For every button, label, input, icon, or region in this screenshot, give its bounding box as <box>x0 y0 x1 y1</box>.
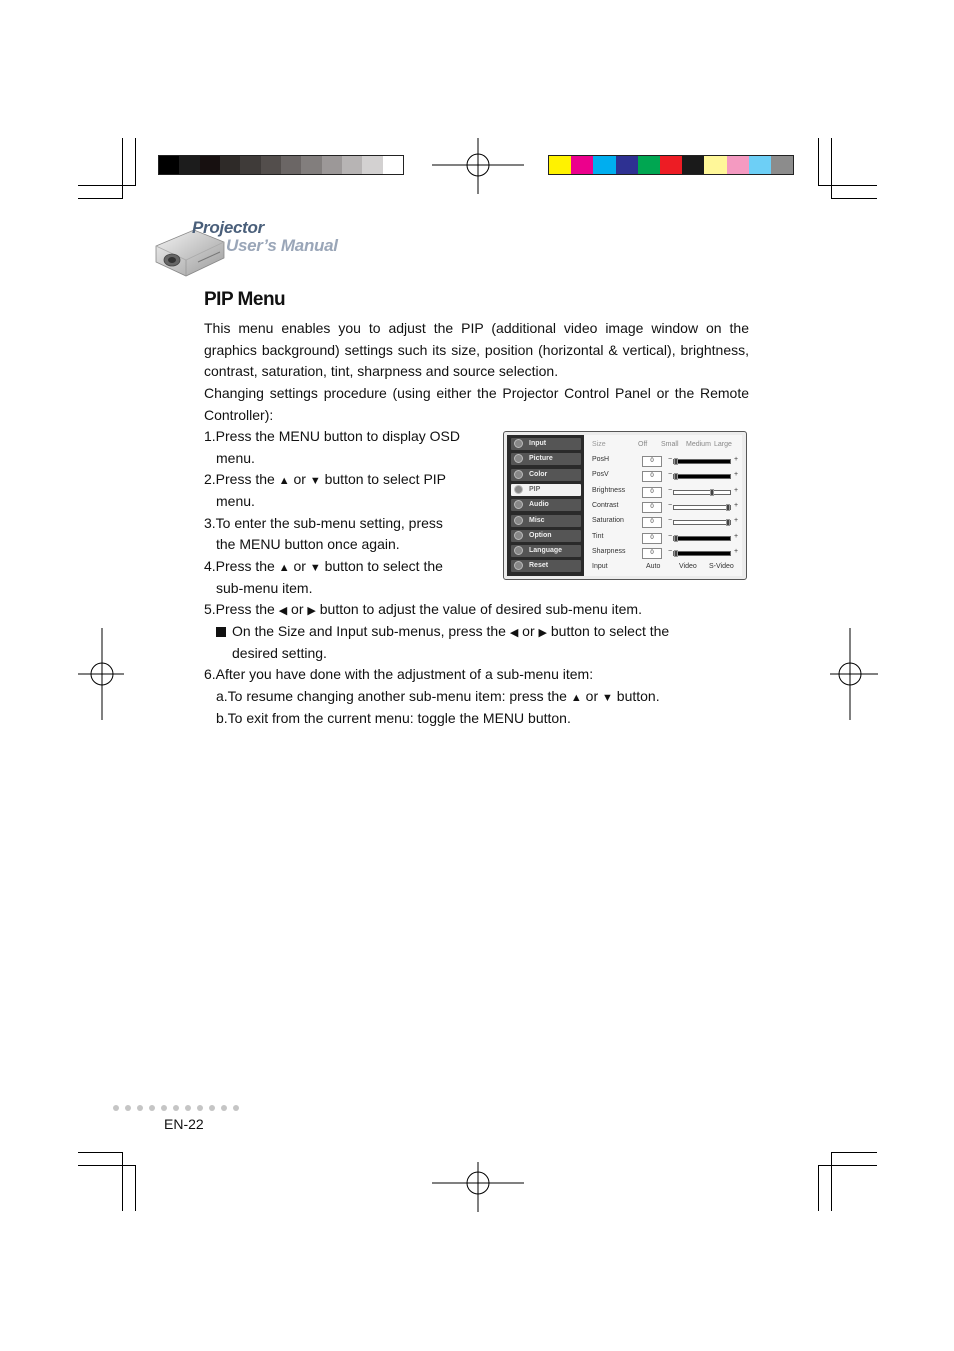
crop-mark <box>122 1152 123 1211</box>
crop-mark <box>135 1165 136 1211</box>
osd-row-label: Saturation <box>592 517 624 525</box>
intro-line: graphics background) settings such its size, position (horizontal & vertical), brightness, <box>204 342 749 358</box>
step-3-cont: the MENU button once again. <box>216 536 400 552</box>
osd-row-value: 0 <box>642 548 662 559</box>
crop-mark <box>78 198 123 199</box>
osd-row-value: 0 <box>642 502 662 513</box>
down-arrow-icon: ▼ <box>309 562 321 574</box>
crop-mark <box>831 1152 877 1153</box>
osd-sidebar <box>507 435 584 576</box>
osd-menu-item <box>511 560 581 572</box>
brand-title: Projector <box>192 218 264 237</box>
osd-size-option: Medium <box>686 441 711 448</box>
osd-size-option: Off <box>638 441 648 448</box>
step-4-cont: sub-menu item. <box>216 580 313 596</box>
osd-slider-fill <box>674 475 730 478</box>
page-number: EN-22 <box>164 1116 204 1132</box>
osd-plus-sign: + <box>734 471 739 479</box>
color-swatch <box>638 156 660 174</box>
osd-size-option: Large <box>714 441 732 448</box>
footer-dot-icon <box>197 1105 203 1111</box>
footer-dot-icon <box>221 1105 227 1111</box>
note-cont: desired setting. <box>232 645 327 661</box>
osd-minus-sign: − <box>668 471 673 479</box>
osd-row-label: Sharpness <box>592 547 626 555</box>
procedure-line: Changing settings procedure (using either the Projector Control Panel or the Remote <box>204 385 749 401</box>
osd-row-value: 0 <box>642 517 662 528</box>
osd-row-label: Brightness <box>592 486 626 494</box>
right-arrow-icon: ▶ <box>307 605 316 617</box>
color-swatch <box>704 156 726 174</box>
color-swatch <box>200 156 220 174</box>
osd-menu-dot-icon <box>514 454 523 463</box>
osd-input-label: Input <box>592 563 608 570</box>
osd-slider-knob <box>674 473 678 480</box>
step-text: 2.Press the <box>204 471 279 487</box>
osd-slider-track <box>673 474 731 479</box>
crop-mark <box>831 198 877 199</box>
step-5 <box>204 599 642 623</box>
osd-menu-item-label: Reset <box>529 562 549 570</box>
crop-mark <box>818 1165 819 1211</box>
crop-mark <box>831 138 832 199</box>
osd-menu-item <box>511 515 581 527</box>
osd-minus-sign: − <box>668 456 673 463</box>
osd-size-label: Size <box>592 441 606 448</box>
osd-plus-sign: + <box>734 517 739 525</box>
osd-slider-track <box>673 520 731 525</box>
osd-minus-sign: − <box>668 547 673 555</box>
left-arrow-icon: ◀ <box>278 605 288 617</box>
step-text: 4.Press the <box>204 558 279 574</box>
step-text: or <box>287 601 308 617</box>
crop-mark <box>78 185 136 186</box>
osd-menu-item-label: Misc <box>529 516 545 524</box>
osd-minus-sign: − <box>668 486 673 494</box>
step-text: button. <box>612 688 660 704</box>
registration-target-icon <box>78 628 124 720</box>
osd-menu-item-label: Input <box>529 440 547 447</box>
crop-mark <box>78 1152 123 1153</box>
crop-mark <box>135 138 136 186</box>
procedure-line: Controller): <box>204 407 274 423</box>
osd-menu-item-label: Color <box>529 470 548 478</box>
step-6b: b.To exit from the current menu: toggle the MENU button. <box>216 710 571 726</box>
step-text: or <box>581 688 602 704</box>
footer-dot-icon <box>161 1105 167 1111</box>
step-text: or <box>289 471 310 487</box>
color-swatch <box>261 156 281 174</box>
footer-dot-icon <box>233 1105 239 1111</box>
left-arrow-icon: ◀ <box>509 627 519 639</box>
note-text: On the Size and Input sub-menus, press the <box>232 623 510 639</box>
osd-menu-item-label: Picture <box>529 455 553 463</box>
crop-mark <box>122 138 123 199</box>
osd-plus-sign: + <box>734 532 739 540</box>
color-swatch <box>301 156 321 174</box>
osd-menu-item-label: PIP <box>529 485 541 493</box>
registration-target-icon <box>432 1162 524 1212</box>
step-text: a.To resume changing another sub-menu item: press the <box>216 688 571 704</box>
step-text: or <box>289 558 310 574</box>
note <box>216 621 669 645</box>
osd-slider-fill <box>674 552 730 555</box>
osd-slider-knob <box>726 504 730 511</box>
osd-menu-item <box>511 438 581 450</box>
down-arrow-icon: ▼ <box>309 475 321 487</box>
osd-row-label: Tint <box>592 532 604 540</box>
osd-minus-sign: − <box>668 517 673 525</box>
color-swatch <box>749 156 771 174</box>
color-swatch <box>342 156 362 174</box>
osd-slider-knob <box>674 458 678 465</box>
osd-plus-sign: + <box>734 486 739 494</box>
step-4 <box>204 556 443 580</box>
osd-slider-track <box>673 536 731 541</box>
color-swatch <box>220 156 240 174</box>
footer-dot-icon <box>209 1105 215 1111</box>
osd-input-option: S-Video <box>709 563 734 570</box>
step-text: 5.Press the <box>204 601 279 617</box>
osd-slider-knob <box>726 519 730 526</box>
note-text: button to select the <box>547 623 670 639</box>
intro-line: contrast, saturation, tint, sharpness and source selection. <box>204 363 559 379</box>
step-3: 3.To enter the sub-menu setting, press <box>204 515 443 531</box>
osd-menu-item-label: Option <box>529 531 552 539</box>
footer-dot-icon <box>149 1105 155 1111</box>
osd-menu-item <box>511 545 581 557</box>
osd-row-value: 0 <box>642 533 662 544</box>
bullet-square-icon <box>216 627 226 637</box>
osd-slider-track <box>673 551 731 556</box>
osd-pip-pane <box>584 435 742 576</box>
osd-menu-dot-icon <box>514 470 523 479</box>
osd-slider-track <box>673 459 731 464</box>
osd-menu-dot-icon <box>514 531 523 540</box>
osd-menu-item-label: Audio <box>529 501 549 509</box>
osd-minus-sign: − <box>668 532 673 540</box>
osd-slider-fill <box>674 537 730 540</box>
section-title: PIP Menu <box>204 289 286 310</box>
footer-dot-icon <box>125 1105 131 1111</box>
osd-plus-sign: + <box>734 501 739 509</box>
down-arrow-icon: ▼ <box>602 692 613 704</box>
step-2 <box>204 469 446 493</box>
osd-menu-item <box>511 484 581 496</box>
color-swatch <box>322 156 342 174</box>
footer-dot-icon <box>137 1105 143 1111</box>
footer-dots <box>113 1105 239 1111</box>
osd-slider-knob <box>674 535 678 542</box>
step-2-cont: menu. <box>216 493 255 509</box>
color-swatch <box>660 156 682 174</box>
step-text: button to adjust the value of desired sub-menu item. <box>315 601 642 617</box>
osd-row-label: Contrast <box>592 501 619 509</box>
crop-mark <box>818 138 819 186</box>
up-arrow-icon: ▲ <box>570 692 582 704</box>
osd-row-label: PosH <box>592 456 610 463</box>
up-arrow-icon: ▲ <box>278 475 290 487</box>
osd-row-value: 0 <box>642 456 662 467</box>
registration-target-icon <box>830 628 878 720</box>
registration-target-icon <box>432 138 524 194</box>
step-text: button to select PIP <box>320 471 447 487</box>
color-swatch <box>727 156 749 174</box>
color-swatch <box>179 156 199 174</box>
osd-minus-sign: − <box>668 501 673 509</box>
step-text: button to select the <box>320 558 443 574</box>
osd-menu-item <box>511 499 581 511</box>
color-swatch <box>682 156 704 174</box>
footer-dot-icon <box>185 1105 191 1111</box>
osd-plus-sign: + <box>734 456 739 463</box>
osd-menu-dot-icon <box>514 500 523 509</box>
step-1: 1.Press the MENU button to display OSD <box>204 428 460 444</box>
step-6: 6.After you have done with the adjustment of a sub-menu item: <box>204 666 594 682</box>
crop-mark <box>831 1152 832 1211</box>
osd-row-label: PosV <box>592 471 609 479</box>
crop-mark <box>818 1165 877 1166</box>
osd-slider-knob <box>710 489 714 496</box>
osd-menu-item <box>511 453 581 465</box>
footer-dot-icon <box>113 1105 119 1111</box>
brand-subtitle: User’s Manual <box>226 236 338 255</box>
osd-menu-dot-icon <box>514 485 523 494</box>
note-text: or <box>518 623 539 639</box>
osd-slider-track <box>673 490 731 495</box>
color-swatch <box>549 156 571 174</box>
intro-line: This menu enables you to adjust the PIP (additional video image window on the <box>204 320 749 336</box>
color-swatch <box>281 156 301 174</box>
osd-size-option: Small <box>661 441 679 448</box>
osd-pip-menu-screenshot <box>503 431 747 580</box>
color-swatch <box>240 156 260 174</box>
osd-slider-knob <box>674 550 678 557</box>
step-1-cont: menu. <box>216 450 255 466</box>
osd-menu-dot-icon <box>514 546 523 555</box>
osd-slider-fill <box>674 460 730 463</box>
osd-menu-dot-icon <box>514 439 523 448</box>
crop-mark <box>818 185 877 186</box>
grayscale-calibration-bar <box>158 155 404 175</box>
color-swatch <box>771 156 793 174</box>
color-swatch <box>362 156 382 174</box>
step-6a <box>216 686 660 710</box>
up-arrow-icon: ▲ <box>278 562 290 574</box>
color-swatch <box>571 156 593 174</box>
osd-input-option: Video <box>679 563 697 570</box>
color-swatch <box>383 156 403 174</box>
osd-row-value: 0 <box>642 487 662 498</box>
osd-menu-item <box>511 469 581 481</box>
osd-menu-item <box>511 530 581 542</box>
crop-mark <box>78 1165 136 1166</box>
color-calibration-bar <box>548 155 794 175</box>
osd-plus-sign: + <box>734 547 739 555</box>
right-arrow-icon: ▶ <box>538 627 547 639</box>
osd-menu-dot-icon <box>514 516 523 525</box>
color-swatch <box>616 156 638 174</box>
footer-dot-icon <box>173 1105 179 1111</box>
osd-menu-item-label: Language <box>529 547 563 555</box>
osd-slider-track <box>673 505 731 510</box>
osd-row-value: 0 <box>642 471 662 482</box>
osd-input-option: Auto <box>646 563 661 570</box>
osd-menu-dot-icon <box>514 561 523 570</box>
color-swatch <box>593 156 615 174</box>
color-swatch <box>159 156 179 174</box>
